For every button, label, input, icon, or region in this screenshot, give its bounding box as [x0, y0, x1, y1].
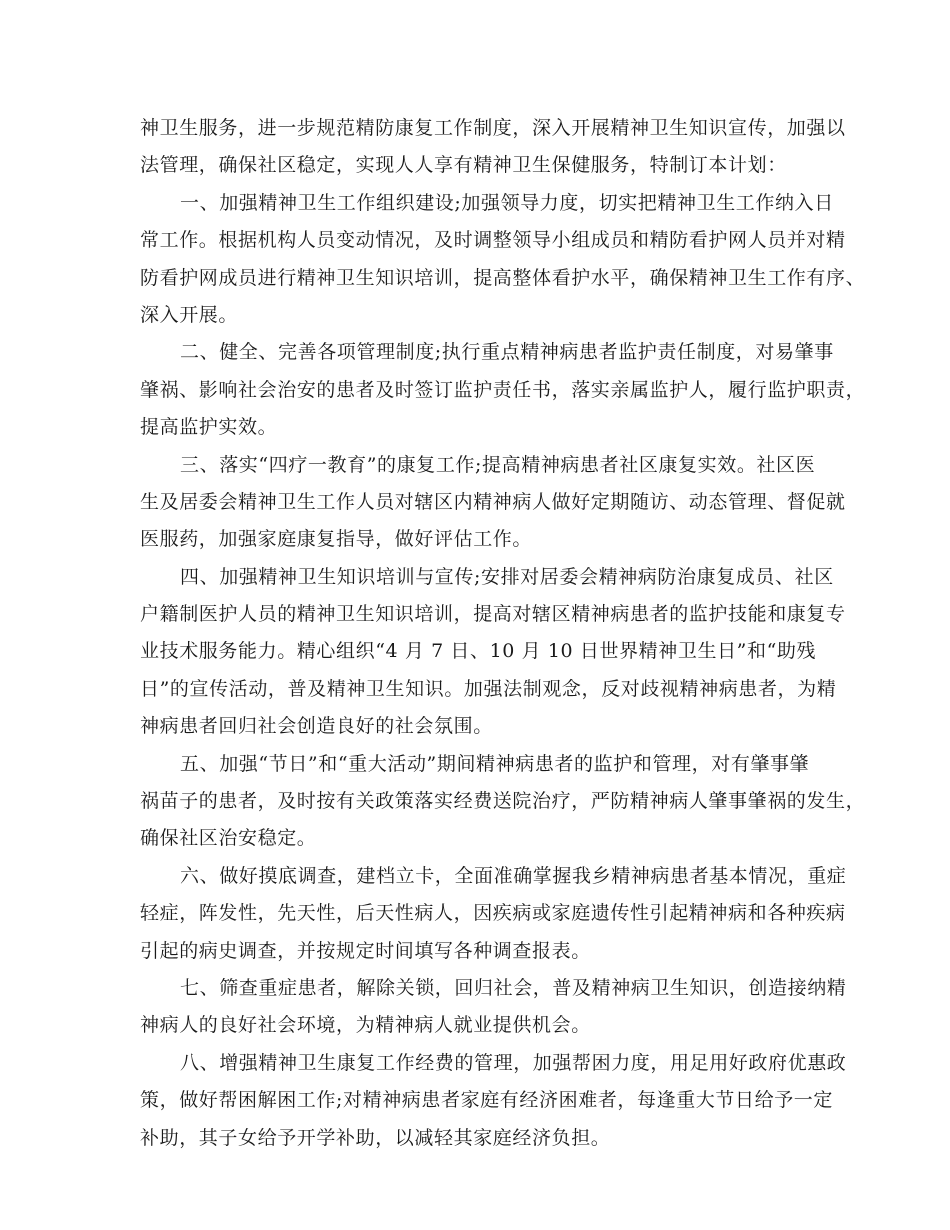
text-line: 常工作。根据机构人员变动情况，及时调整领导小组成员和精防看护网人员并对精 — [140, 229, 846, 252]
text-line: 户籍制医护人员的精神卫生知识培训，提高对辖区精神病患者的监护技能和康复专 — [140, 603, 846, 626]
paragraph-item-5 — [140, 746, 866, 858]
text-line: 日”的宣传活动，普及精神卫生知识。加强法制观念，反对歧视精神病患者，为精 — [140, 677, 837, 700]
text-line: 一、加强精神卫生工作组织建设;加强领导力度，切实把精神卫生工作纳入日 — [180, 191, 834, 214]
text-line: 确保社区治安稳定。 — [140, 827, 317, 850]
text-line: 防看护网成员进行精神卫生知识培训，提高整体看护水平，确保精神卫生工作有序、 — [140, 266, 866, 289]
text-line: 轻症，阵发性，先天性，后天性病人，因疾病或家庭遗传性引起精神病和各种疾病 — [140, 902, 846, 925]
text-line: 生及居委会精神卫生工作人员对辖区内精神病人做好定期随访、动态管理、督促就 — [140, 490, 846, 513]
paragraph-item-8 — [140, 1045, 847, 1157]
text-line: 策，做好帮困解困工作;对精神病患者家庭有经济困难者，每逢重大节日给予一定 — [140, 1089, 834, 1112]
text-line: 提高监护实效。 — [140, 416, 278, 439]
text-line: 祸苗子的患者，及时按有关政策落实经费送院治疗，严防精神病人肇事肇祸的发生， — [140, 790, 866, 813]
text-line: 补助，其子女给予开学补助，以减轻其家庭经济负担。 — [140, 1126, 611, 1149]
paragraph-item-7 — [140, 970, 847, 1045]
paragraph-item-2 — [140, 334, 866, 446]
text-line: 神病患者回归社会创造良好的社会氛围。 — [140, 715, 493, 738]
text-line: 二、健全、完善各项管理制度;执行重点精神病患者监护责任制度，对易肇事 — [180, 341, 834, 364]
paragraph-intro — [140, 110, 846, 185]
paragraph-item-1 — [140, 185, 866, 335]
text-line: 引起的病史调查，并按规定时间填写各种调查报表。 — [140, 939, 591, 962]
text-line: 六、做好摸底调查，建档立卡，全面准确掌握我乡精神病患者基本情况，重症 — [180, 864, 847, 887]
paragraph-item-3 — [140, 447, 846, 559]
text-line: 业技术服务能力。精心组织“4 月 7 日、10 月 10 日世界精神卫生日”和“助残 — [140, 640, 817, 663]
text-line: 神卫生服务，进一步规范精防康复工作制度，深入开展精神卫生知识宣传，加强以 — [140, 117, 846, 139]
text-line: 医服药，加强家庭康复指导，做好评估工作。 — [140, 528, 533, 551]
text-line: 深入开展。 — [140, 303, 239, 326]
paragraph-item-4 — [140, 559, 846, 746]
document-body — [140, 110, 866, 1157]
text-line: 法管理，确保社区稳定，实现人人享有精神卫生保健服务，特制订本计划： — [140, 154, 787, 177]
text-line: 五、加强“节日”和“重大活动”期间精神病患者的监护和管理，对有肇事肇 — [180, 752, 810, 775]
paragraph-item-6 — [140, 858, 847, 970]
text-line: 七、筛查重症患者，解除关锁，回归社会，普及精神病卫生知识，创造接纳精 — [180, 976, 847, 999]
text-line: 肇祸、影响社会治安的患者及时签订监护责任书，落实亲属监护人，履行监护职责， — [140, 378, 866, 401]
text-line: 神病人的良好社会环境，为精神病人就业提供机会。 — [140, 1014, 591, 1037]
text-line: 四、加强精神卫生知识培训与宣传;安排对居委会精神病防治康复成员、社区 — [180, 565, 834, 588]
text-line: 八、增强精神卫生康复工作经费的管理，加强帮困力度，用足用好政府优惠政 — [180, 1051, 847, 1074]
text-line: 三、落实“四疗一教育”的康复工作;提高精神病患者社区康复实效。社区医 — [180, 453, 816, 476]
